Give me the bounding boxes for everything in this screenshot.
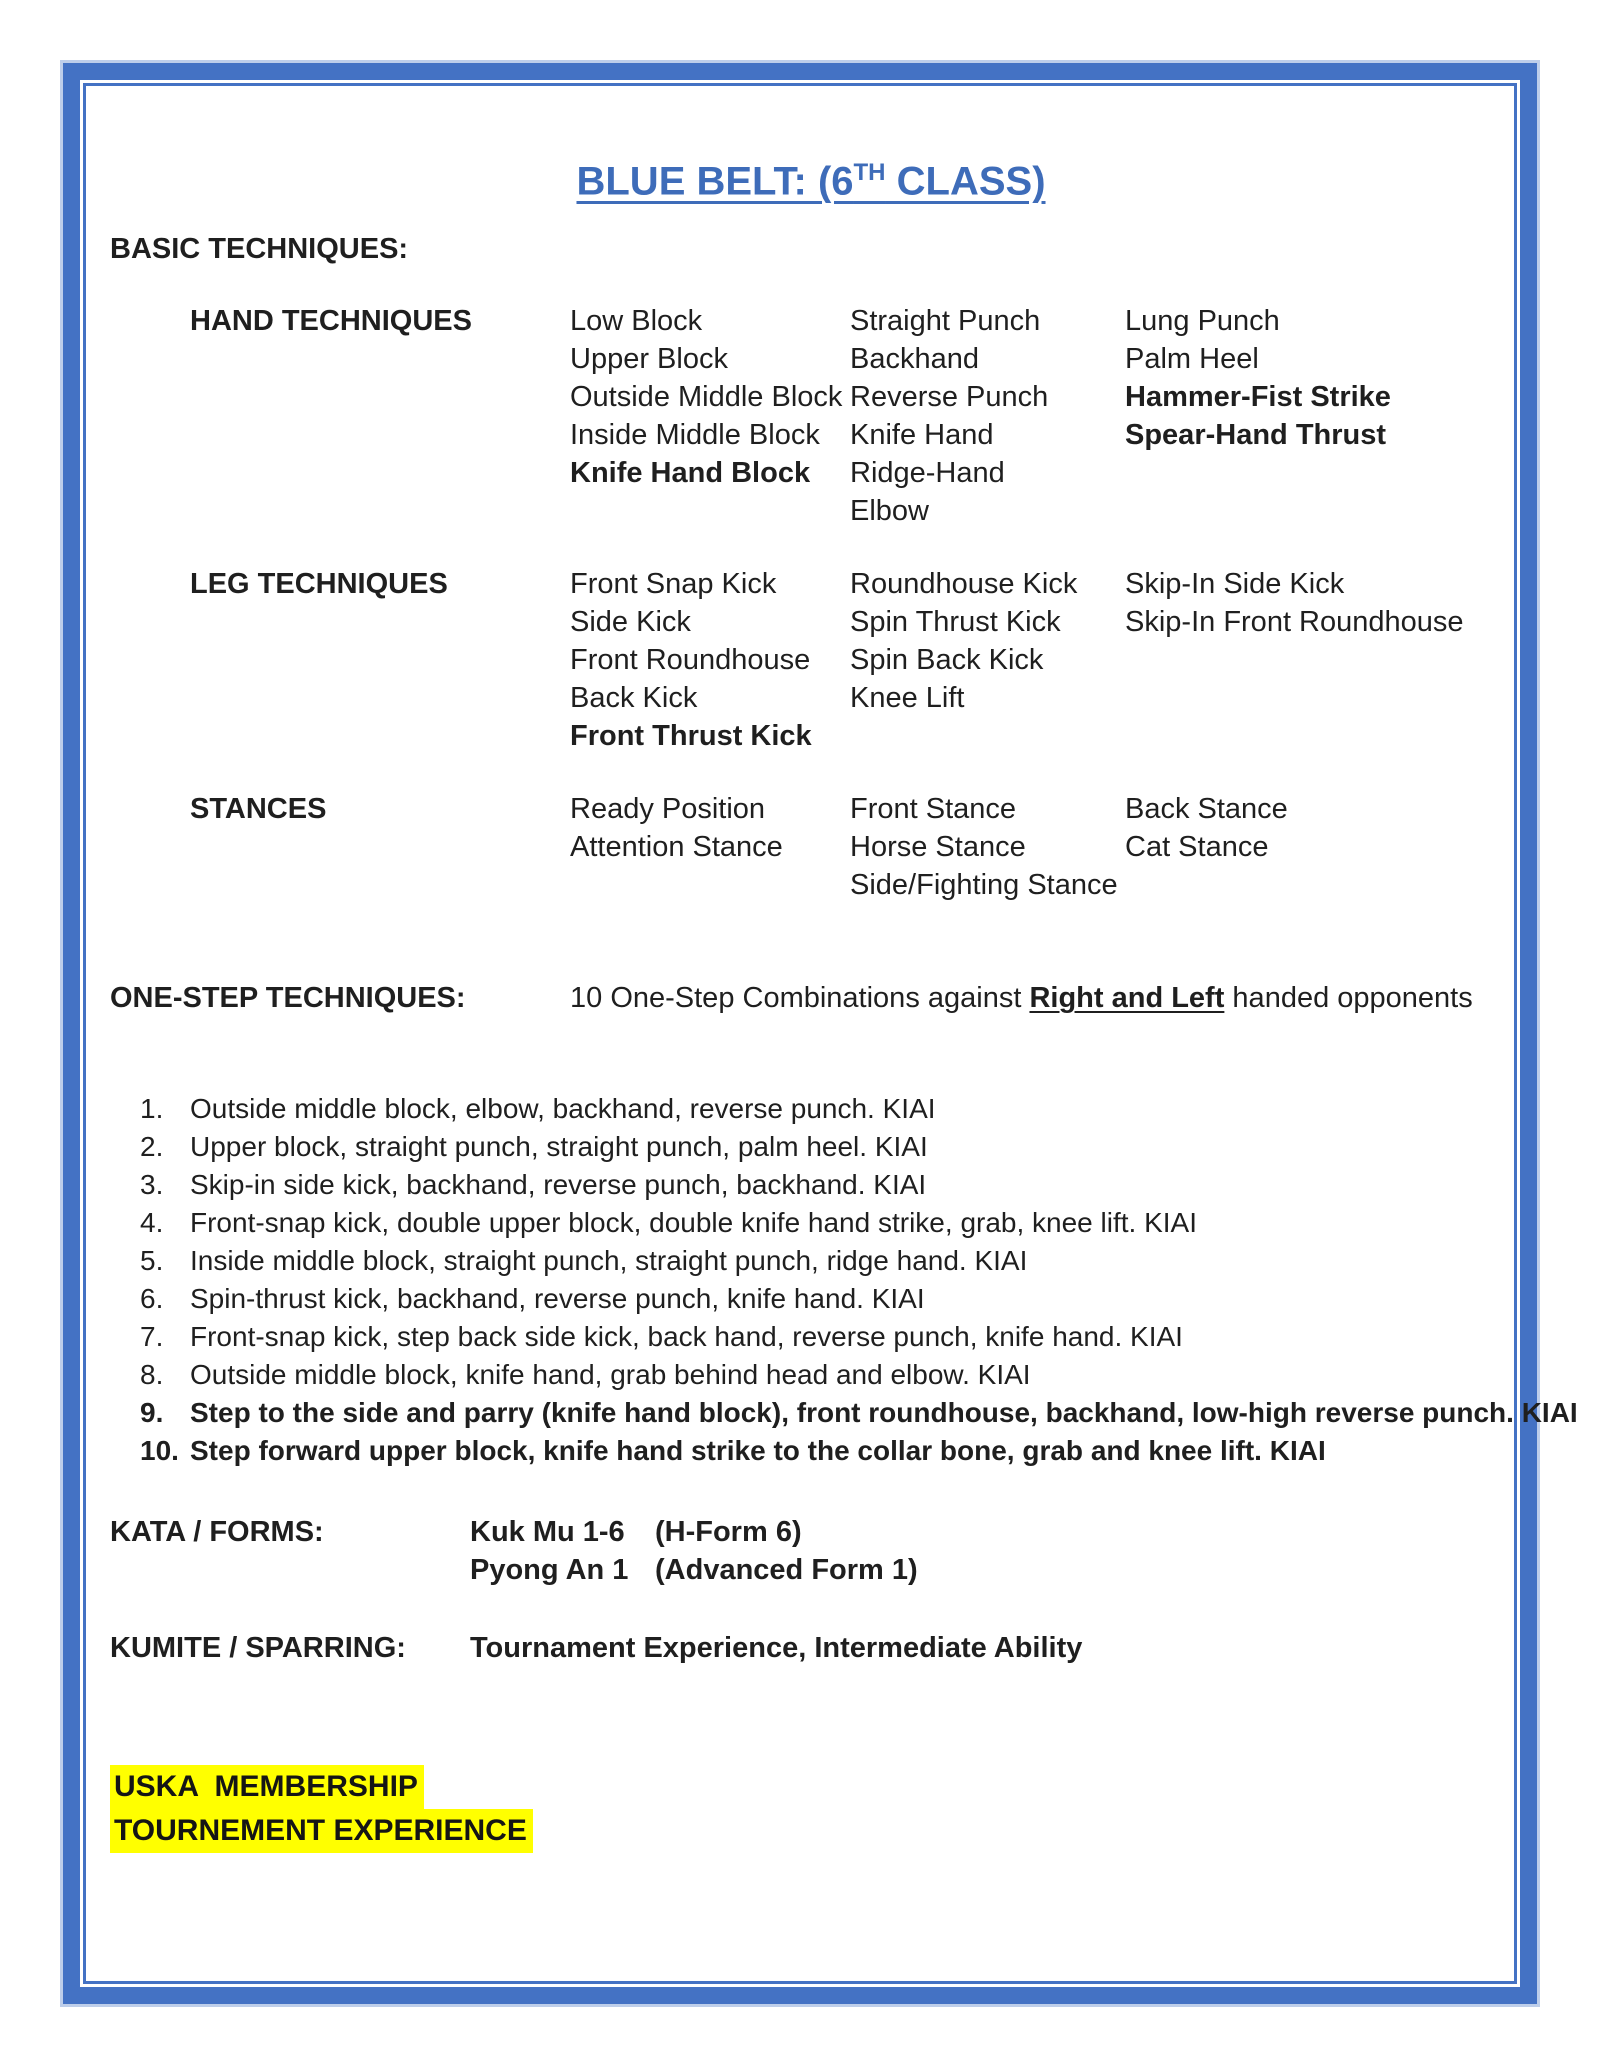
stances-label: STANCES	[190, 793, 327, 825]
list-number: 7.	[140, 1321, 164, 1352]
kumite-row	[110, 1629, 1512, 1667]
stances-column-1	[570, 790, 783, 866]
technique-item: Hammer-Fist Strike	[1125, 381, 1391, 413]
summary-emphasis: Right and Left	[1029, 982, 1225, 1014]
leg-techniques-column-1	[570, 565, 812, 755]
summary-text: handed opponents	[1224, 982, 1473, 1014]
list-number: 4.	[140, 1207, 164, 1238]
technique-item: Back Kick	[570, 682, 698, 714]
footer-highlights	[110, 1765, 1512, 1853]
kata-row	[110, 1551, 1512, 1589]
technique-item: Outside Middle Block	[570, 381, 843, 413]
one-step-item	[110, 1204, 1512, 1242]
title-suffix: CLASS)	[885, 159, 1046, 204]
list-number: 9.	[140, 1397, 164, 1428]
list-number: 5.	[140, 1245, 164, 1276]
kumite-sparring-heading: KUMITE / SPARRING:	[110, 1632, 406, 1664]
summary-text: 10 One-Step Combinations against	[570, 982, 1030, 1014]
technique-item: Skip-In Front Roundhouse	[1125, 606, 1464, 638]
technique-item: Elbow	[850, 495, 929, 527]
list-text: Step forward upper block, knife hand strike to the collar bone, grab and knee lift. KIAI	[190, 1435, 1326, 1466]
stance-item: Side/Fighting Stance	[850, 869, 1118, 901]
technique-item: Low Block	[570, 305, 703, 337]
technique-item: Front Roundhouse	[570, 644, 811, 676]
one-step-item	[110, 1090, 1512, 1128]
hand-techniques-column-3	[1125, 302, 1391, 454]
leg-techniques-column-2	[850, 565, 1077, 717]
hand-techniques-column-2	[850, 302, 1048, 530]
stances-column-3	[1125, 790, 1288, 866]
list-text: Spin-thrust kick, backhand, reverse punch, knife hand. KIAI	[190, 1283, 925, 1314]
technique-item: Spear-Hand Thrust	[1125, 419, 1387, 451]
page-title	[110, 148, 1512, 206]
technique-item: Side Kick	[570, 606, 691, 638]
one-step-item	[110, 1128, 1512, 1166]
list-number: 6.	[140, 1283, 164, 1314]
basic-techniques-heading: BASIC TECHNIQUES:	[110, 233, 409, 265]
technique-item: Ridge-Hand	[850, 457, 1005, 489]
list-text: Front-snap kick, step back side kick, back hand, reverse punch, knife hand. KIAI	[190, 1321, 1183, 1352]
one-step-techniques-heading: ONE-STEP TECHNIQUES:	[110, 982, 466, 1014]
stance-item: Ready Position	[570, 793, 766, 825]
stance-item: Back Stance	[1125, 793, 1288, 825]
technique-item: Inside Middle Block	[570, 419, 820, 451]
one-step-item	[110, 1242, 1512, 1280]
title-prefix: BLUE BELT: (6	[576, 159, 854, 204]
one-step-item	[110, 1432, 1512, 1470]
list-text: Upper block, straight punch, straight punch, palm heel. KIAI	[190, 1131, 928, 1162]
kumite-value: Tournament Experience, Intermediate Ability	[470, 1632, 1083, 1664]
membership-highlight: USKA MEMBERSHIP	[110, 1765, 424, 1809]
list-number: 1.	[140, 1093, 164, 1124]
one-step-summary	[570, 979, 1473, 1017]
one-step-item	[110, 1394, 1578, 1432]
list-number: 3.	[140, 1169, 164, 1200]
kumite-sparring-section	[110, 1629, 1512, 1667]
kata-row	[110, 1513, 1512, 1551]
list-text: Step to the side and parry (knife hand block), front roundhouse, backhand, low-high reverse punch. KIAI	[190, 1397, 1578, 1428]
kata-name: Pyong An 1	[470, 1554, 629, 1586]
kata-note: (Advanced Form 1)	[655, 1554, 918, 1586]
stance-item: Front Stance	[850, 793, 1017, 825]
technique-item: Knee Lift	[850, 682, 965, 714]
technique-item: Skip-In Side Kick	[1125, 568, 1345, 600]
one-step-item	[110, 1166, 1512, 1204]
list-text: Front-snap kick, double upper block, double knife hand strike, grab, knee lift. KIAI	[190, 1207, 1198, 1238]
list-text: Outside middle block, knife hand, grab behind head and elbow. KIAI	[190, 1359, 1031, 1390]
technique-item: Lung Punch	[1125, 305, 1280, 337]
technique-item: Reverse Punch	[850, 381, 1049, 413]
one-step-item	[110, 1318, 1512, 1356]
technique-item: Upper Block	[570, 343, 728, 375]
technique-item: Knife Hand Block	[570, 457, 811, 489]
list-text: Skip-in side kick, backhand, reverse punch, backhand. KIAI	[190, 1169, 927, 1200]
hand-techniques-column-1	[570, 302, 842, 492]
list-text: Inside middle block, straight punch, straight punch, ridge hand. KIAI	[190, 1245, 1028, 1276]
kata-note: (H-Form 6)	[655, 1516, 802, 1548]
list-text: Outside middle block, elbow, backhand, reverse punch. KIAI	[190, 1093, 936, 1124]
tournament-highlight: TOURNEMENT EXPERIENCE	[110, 1809, 533, 1853]
kata-name: Kuk Mu 1-6	[470, 1516, 625, 1548]
technique-item: Roundhouse Kick	[850, 568, 1078, 600]
technique-item: Front Thrust Kick	[570, 720, 812, 752]
technique-item: Front Snap Kick	[570, 568, 777, 600]
kata-forms-heading: KATA / FORMS:	[110, 1516, 324, 1548]
technique-item: Spin Back Kick	[850, 644, 1044, 676]
one-step-list	[110, 1090, 1578, 1470]
kata-forms-section	[110, 1513, 1512, 1589]
one-step-item	[110, 1356, 1512, 1394]
list-number: 2.	[140, 1131, 164, 1162]
stance-item: Horse Stance	[850, 831, 1026, 863]
list-number: 8.	[140, 1359, 164, 1390]
technique-item: Backhand	[850, 343, 979, 375]
technique-item: Palm Heel	[1125, 343, 1259, 375]
stance-item: Cat Stance	[1125, 831, 1269, 863]
list-number: 10.	[140, 1435, 179, 1466]
one-step-techniques-row	[110, 979, 1512, 1017]
technique-item: Straight Punch	[850, 305, 1041, 337]
technique-item: Knife Hand	[850, 419, 994, 451]
title-superscript: TH	[853, 159, 886, 186]
stances-column-2	[850, 790, 1118, 904]
one-step-item	[110, 1280, 1512, 1318]
stance-item: Attention Stance	[570, 831, 783, 863]
hand-techniques-label: HAND TECHNIQUES	[190, 305, 472, 337]
leg-techniques-label: LEG TECHNIQUES	[190, 568, 448, 600]
technique-item: Spin Thrust Kick	[850, 606, 1061, 638]
leg-techniques-column-3	[1125, 565, 1464, 641]
